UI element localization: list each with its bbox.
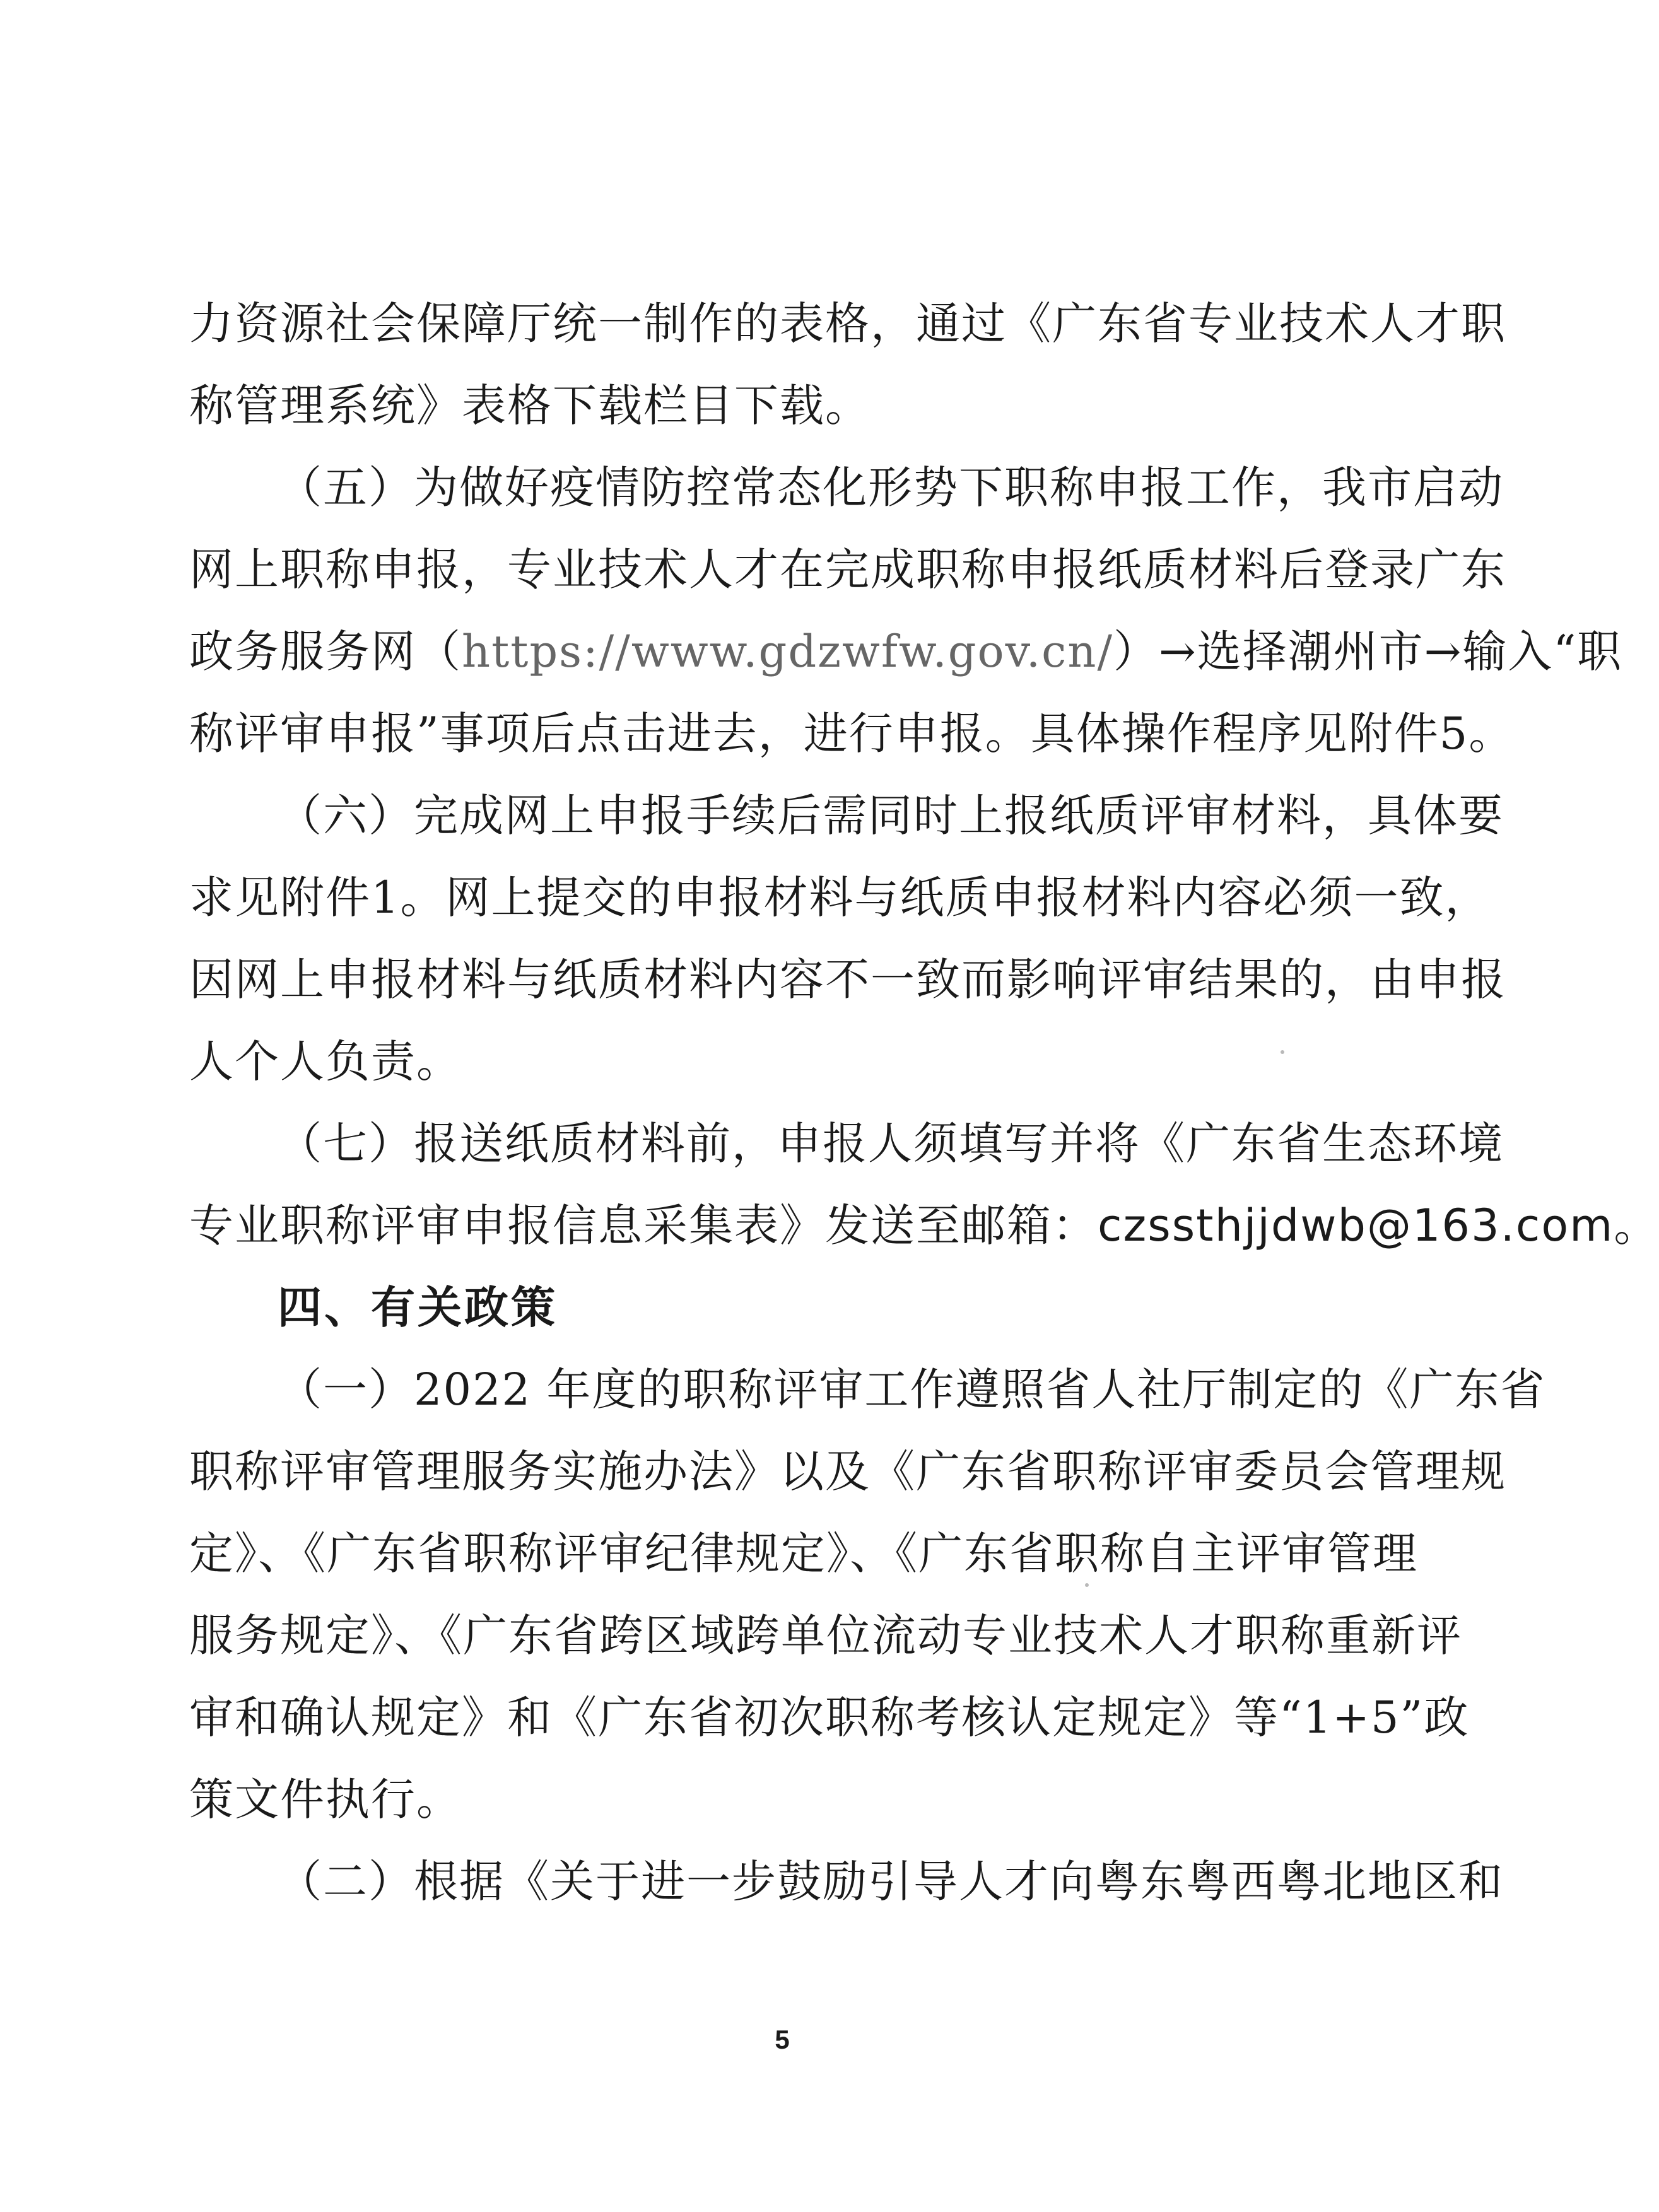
text-line: 策文件执行。 <box>189 1774 462 1825</box>
text-line: （一）2022 年度的职称评审工作遵照省人社厅制定的《广东省 <box>278 1364 1546 1415</box>
text-fragment: 。 <box>1614 1200 1659 1251</box>
text-line: 因网上申报材料与纸质材料内容不一致而影响评审结果的，由申报 <box>189 954 1506 1005</box>
scan-speck <box>1281 1050 1284 1054</box>
text-line: 称评审申报”事项后点击进去，进行申报。具体操作程序见附件5。 <box>189 708 1515 759</box>
website-url: https://www.gdzwfw.gov.cn/ <box>462 626 1114 677</box>
scan-speck <box>1085 1583 1089 1587</box>
page-number: 5 <box>775 2025 790 2054</box>
text-line: 力资源社会保障厅统一制作的表格，通过《广东省专业技术人才职 <box>189 298 1506 349</box>
email-address: czssthjjdwb@163.com <box>1098 1200 1614 1251</box>
text-line: （二）根据《关于进一步鼓励引导人才向粤东粤西粤北地区和 <box>278 1856 1504 1907</box>
text-line: 服务规定》、《广东省跨区域跨单位流动专业技术人才职称重新评 <box>189 1610 1462 1661</box>
text-line: 称管理系统》表格下载栏目下载。 <box>189 380 871 431</box>
text-line: （七）报送纸质材料前，申报人须填写并将《广东省生态环境 <box>278 1118 1504 1169</box>
text-line: 定》、《广东省职称评审纪律规定》、《广东省职称自主评审管理 <box>189 1528 1418 1579</box>
text-fragment: 专业职称评审申报信息采集表》发送至邮箱： <box>189 1200 1098 1251</box>
text-line: 人个人负责。 <box>189 1036 462 1087</box>
text-line: （六）完成网上申报手续后需同时上报纸质评审材料，具体要 <box>278 790 1504 841</box>
text-fragment: 政务服务网（ <box>189 626 462 677</box>
text-line: 求见附件1。网上提交的申报材料与纸质申报材料内容必须一致， <box>189 872 1491 923</box>
text-line: 审和确认规定》和《广东省初次职称考核认定规定》等“1+5”政 <box>189 1692 1470 1743</box>
section-heading: 四、有关政策 <box>278 1282 558 1333</box>
text-line-with-email <box>189 1191 1659 1260</box>
text-line: 网上职称申报，专业技术人才在完成职称申报纸质材料后登录广东 <box>189 544 1506 595</box>
text-fragment: ）→选择潮州市→输入“职 <box>1113 626 1623 677</box>
text-line: 职称评审管理服务实施办法》以及《广东省职称评审委员会管理规 <box>189 1446 1506 1497</box>
text-line: （五）为做好疫情防控常态化形势下职称申报工作，我市启动 <box>278 462 1504 513</box>
text-line-with-url <box>189 617 1623 686</box>
